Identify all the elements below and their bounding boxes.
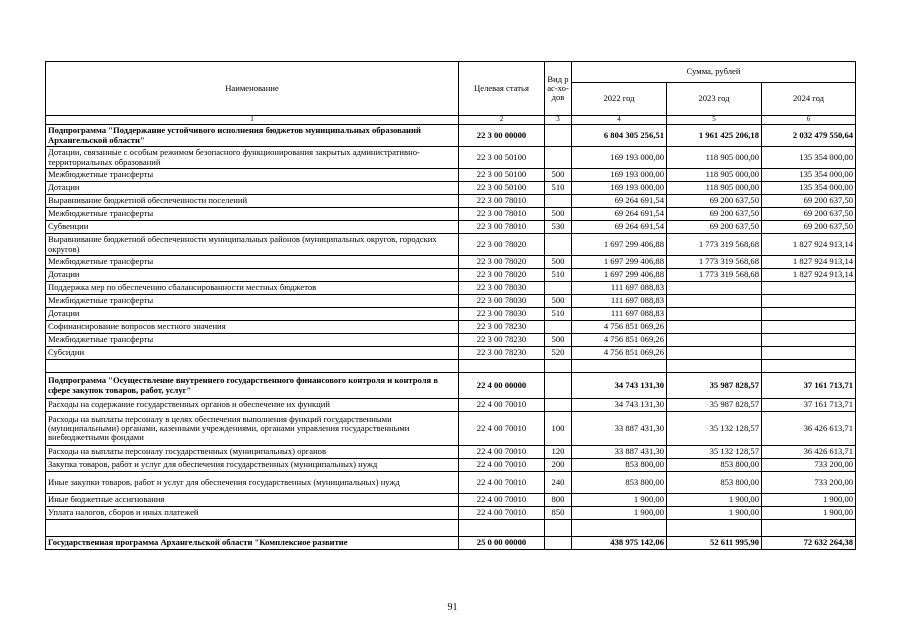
row-sum-2023: 69 200 637,50 [667,221,762,234]
row-expense-type [545,537,572,550]
row-name: Субвенции [46,221,459,234]
row-target-article: 22 3 00 78230 [459,334,545,347]
table-row [46,147,856,169]
row-target-article: 22 4 00 70010 [459,412,545,446]
header-expense-type: Вид рас-хо-дов [545,62,572,116]
row-sum-2022: 6 804 305 256,51 [572,125,667,147]
row-expense-type [545,234,572,256]
row-sum-2023 [667,347,762,360]
row-sum-2022: 1 697 299 406,88 [572,256,667,269]
table-row [46,373,856,399]
row-sum-2024: 1 900,00 [762,494,856,507]
table-row [46,182,856,195]
row-sum-2023 [667,282,762,295]
table-row [46,282,856,295]
row-name: Дотации, связанные с особым режимом безопасного функционирования закрытых административно-территориальных образований [46,147,459,169]
row-sum-2022: 34 743 131,30 [572,399,667,412]
row-target-article: 22 3 00 78010 [459,208,545,221]
row-target-article: 22 3 00 78230 [459,321,545,334]
row-name: Закупка товаров, работ и услуг для обеспечения государственных (муниципальных) нужд [46,459,459,472]
table-body [46,125,856,550]
row-sum-2022: 69 264 691,54 [572,195,667,208]
row-target-article: 22 4 00 70010 [459,472,545,494]
row-target-article: 22 3 00 78030 [459,308,545,321]
row-sum-2024: 37 161 713,71 [762,399,856,412]
row-sum-2022: 111 697 088,83 [572,308,667,321]
row-target-article [459,360,545,373]
row-sum-2022: 69 264 691,54 [572,221,667,234]
row-expense-type: 500 [545,169,572,182]
row-target-article: 22 3 00 00000 [459,125,545,147]
row-sum-2024: 135 354 000,00 [762,147,856,169]
column-number: 2 [459,116,545,125]
row-name: Межбюджетные трансферты [46,256,459,269]
header-target-article: Целевая статья [459,62,545,116]
row-sum-2024: 1 827 924 913,14 [762,256,856,269]
row-sum-2024 [762,308,856,321]
row-name: Поддержка мер по обеспечению сбалансированности местных бюджетов [46,282,459,295]
table-row [46,269,856,282]
row-name: Межбюджетные трансферты [46,295,459,308]
row-sum-2023: 35 987 828,57 [667,373,762,399]
row-sum-2023: 1 773 319 568,68 [667,256,762,269]
row-expense-type: 510 [545,269,572,282]
row-sum-2024 [762,321,856,334]
row-sum-2022: 169 193 000,00 [572,182,667,195]
row-sum-2022: 853 800,00 [572,459,667,472]
table-row [46,399,856,412]
row-expense-type: 120 [545,446,572,459]
table-row [46,412,856,446]
row-name: Выравнивание бюджетной обеспеченности муниципальных районов (муниципальных округов, городских округов) [46,234,459,256]
row-target-article: 22 3 00 78020 [459,269,545,282]
row-sum-2023 [667,360,762,373]
row-expense-type: 500 [545,334,572,347]
row-target-article: 22 4 00 70010 [459,446,545,459]
table-row [46,537,856,550]
row-expense-type: 200 [545,459,572,472]
row-name: Субсидии [46,347,459,360]
row-target-article: 22 3 00 50100 [459,169,545,182]
table-row [46,125,856,147]
row-sum-2024: 2 032 479 550,64 [762,125,856,147]
row-sum-2023: 69 200 637,50 [667,195,762,208]
row-sum-2023 [667,295,762,308]
table-row [46,208,856,221]
row-name: Подпрограмма "Поддержание устойчивого исполнения бюджетов муниципальных образований Архангельской области" [46,125,459,147]
table-row [46,234,856,256]
row-sum-2023: 118 905 000,00 [667,169,762,182]
row-sum-2022: 438 975 142,06 [572,537,667,550]
header-year-2023: 2023 год [667,83,762,116]
row-sum-2024: 69 200 637,50 [762,221,856,234]
table-row [46,507,856,520]
row-sum-2023: 35 132 128,57 [667,412,762,446]
table-row [46,256,856,269]
header-year-2022: 2022 год [572,83,667,116]
row-target-article: 22 3 00 50100 [459,147,545,169]
table-row [46,308,856,321]
column-number: 6 [762,116,856,125]
row-sum-2022: 111 697 088,83 [572,282,667,295]
row-sum-2023: 1 900,00 [667,494,762,507]
table-row [46,472,856,494]
page-number: 91 [447,602,458,613]
header-name: Наименование [46,62,459,116]
row-sum-2024: 733 200,00 [762,459,856,472]
row-expense-type: 500 [545,256,572,269]
table-row [46,295,856,308]
row-name: Межбюджетные трансферты [46,334,459,347]
row-sum-2022: 34 743 131,30 [572,373,667,399]
row-name: Межбюджетные трансферты [46,208,459,221]
row-sum-2022: 111 697 088,83 [572,295,667,308]
column-number: 5 [667,116,762,125]
row-target-article: 22 3 00 50100 [459,182,545,195]
table-row [46,520,856,537]
row-sum-2024: 36 426 613,71 [762,412,856,446]
row-expense-type [545,520,572,537]
row-target-article [459,520,545,537]
row-sum-2023: 1 773 319 568,68 [667,234,762,256]
row-sum-2022: 853 800,00 [572,472,667,494]
row-sum-2022 [572,360,667,373]
row-target-article: 22 3 00 78020 [459,256,545,269]
row-sum-2023: 69 200 637,50 [667,208,762,221]
row-name: Подпрограмма "Осуществление внутреннего государственного финансового контроля и контроля в сфере закупок товаров, работ, услуг" [46,373,459,399]
row-sum-2024: 69 200 637,50 [762,208,856,221]
table-row [46,347,856,360]
row-sum-2024: 733 200,00 [762,472,856,494]
row-sum-2023: 118 905 000,00 [667,182,762,195]
row-expense-type: 240 [545,472,572,494]
column-number: 3 [545,116,572,125]
row-name: Дотации [46,269,459,282]
row-name: Иные бюджетные ассигнования [46,494,459,507]
row-sum-2022: 4 756 851 069,26 [572,334,667,347]
row-sum-2023: 35 132 128,57 [667,446,762,459]
row-sum-2022: 69 264 691,54 [572,208,667,221]
row-sum-2022: 169 193 000,00 [572,147,667,169]
table-row [46,334,856,347]
row-target-article: 22 4 00 70010 [459,494,545,507]
row-expense-type [545,399,572,412]
row-sum-2024: 72 632 264,38 [762,537,856,550]
row-sum-2024: 135 354 000,00 [762,182,856,195]
row-sum-2023: 1 900,00 [667,507,762,520]
row-target-article: 22 3 00 78030 [459,295,545,308]
row-sum-2024 [762,360,856,373]
row-sum-2022: 169 193 000,00 [572,169,667,182]
row-name: Дотации [46,308,459,321]
row-sum-2023 [667,321,762,334]
row-sum-2022: 1 697 299 406,88 [572,234,667,256]
row-expense-type: 850 [545,507,572,520]
row-sum-2022: 33 887 431,30 [572,446,667,459]
row-sum-2023: 52 611 995,90 [667,537,762,550]
row-name [46,520,459,537]
row-expense-type [545,321,572,334]
row-sum-2023 [667,520,762,537]
row-sum-2023: 118 905 000,00 [667,147,762,169]
row-sum-2024: 135 354 000,00 [762,169,856,182]
row-sum-2022: 4 756 851 069,26 [572,321,667,334]
row-target-article: 22 3 00 78230 [459,347,545,360]
row-expense-type [545,282,572,295]
row-target-article: 22 4 00 70010 [459,459,545,472]
row-name: Государственная программа Архангельской области "Комплексное развитие [46,537,459,550]
row-expense-type: 500 [545,295,572,308]
row-target-article: 22 3 00 78030 [459,282,545,295]
row-target-article: 22 3 00 78010 [459,221,545,234]
row-expense-type: 510 [545,308,572,321]
table-row [46,221,856,234]
header-sum: Сумма, рублей [572,62,856,83]
row-sum-2024 [762,334,856,347]
table-row [46,360,856,373]
row-sum-2024: 69 200 637,50 [762,195,856,208]
row-sum-2022: 4 756 851 069,26 [572,347,667,360]
row-sum-2023 [667,334,762,347]
row-expense-type: 100 [545,412,572,446]
row-sum-2024 [762,282,856,295]
column-number: 1 [46,116,459,125]
row-name: Иные закупки товаров, работ и услуг для обеспечения государственных (муниципальных) нужд [46,472,459,494]
row-name: Софинансирование вопросов местного значения [46,321,459,334]
table-row [46,169,856,182]
row-target-article: 25 0 00 00000 [459,537,545,550]
row-name: Расходы на содержание государственных органов и обеспечение их функций [46,399,459,412]
row-sum-2024: 36 426 613,71 [762,446,856,459]
row-sum-2023: 853 800,00 [667,472,762,494]
row-sum-2022: 1 900,00 [572,507,667,520]
row-target-article: 22 4 00 00000 [459,373,545,399]
row-expense-type: 530 [545,221,572,234]
row-expense-type: 800 [545,494,572,507]
table-row [46,195,856,208]
row-target-article: 22 4 00 70010 [459,399,545,412]
row-sum-2023: 853 800,00 [667,459,762,472]
row-expense-type [545,373,572,399]
row-name: Расходы на выплаты персоналу в целях обеспечения выполнения функций государственными (муниципальными) органами, казенными учреждениями, органами управления государственными внебюджетными фондами [46,412,459,446]
row-name [46,360,459,373]
row-sum-2024: 37 161 713,71 [762,373,856,399]
row-sum-2024 [762,295,856,308]
row-expense-type [545,360,572,373]
row-sum-2022: 33 887 431,30 [572,412,667,446]
row-expense-type [545,147,572,169]
row-sum-2024 [762,347,856,360]
column-number: 4 [572,116,667,125]
row-sum-2024: 1 900,00 [762,507,856,520]
row-sum-2022: 1 900,00 [572,494,667,507]
row-expense-type: 510 [545,182,572,195]
row-name: Дотации [46,182,459,195]
row-name: Расходы на выплаты персоналу государственных (муниципальных) органов [46,446,459,459]
row-target-article: 22 3 00 78020 [459,234,545,256]
table-row [46,321,856,334]
row-sum-2024: 1 827 924 913,14 [762,269,856,282]
row-sum-2022: 1 697 299 406,88 [572,269,667,282]
table-row [46,446,856,459]
row-sum-2023: 1 961 425 206,18 [667,125,762,147]
row-sum-2023: 1 773 319 568,68 [667,269,762,282]
row-name: Межбюджетные трансферты [46,169,459,182]
row-sum-2023 [667,308,762,321]
row-sum-2024: 1 827 924 913,14 [762,234,856,256]
row-name: Уплата налогов, сборов и иных платежей [46,507,459,520]
row-sum-2022 [572,520,667,537]
row-expense-type: 520 [545,347,572,360]
row-expense-type [545,125,572,147]
row-expense-type [545,195,572,208]
table-row [46,494,856,507]
header-year-2024: 2024 год [762,83,856,116]
row-expense-type: 500 [545,208,572,221]
table-row [46,459,856,472]
row-target-article: 22 3 00 78010 [459,195,545,208]
row-name: Выравнивание бюджетной обеспеченности поселений [46,195,459,208]
row-sum-2024 [762,520,856,537]
row-target-article: 22 4 00 70010 [459,507,545,520]
row-sum-2023: 35 987 828,57 [667,399,762,412]
budget-table [45,61,856,550]
